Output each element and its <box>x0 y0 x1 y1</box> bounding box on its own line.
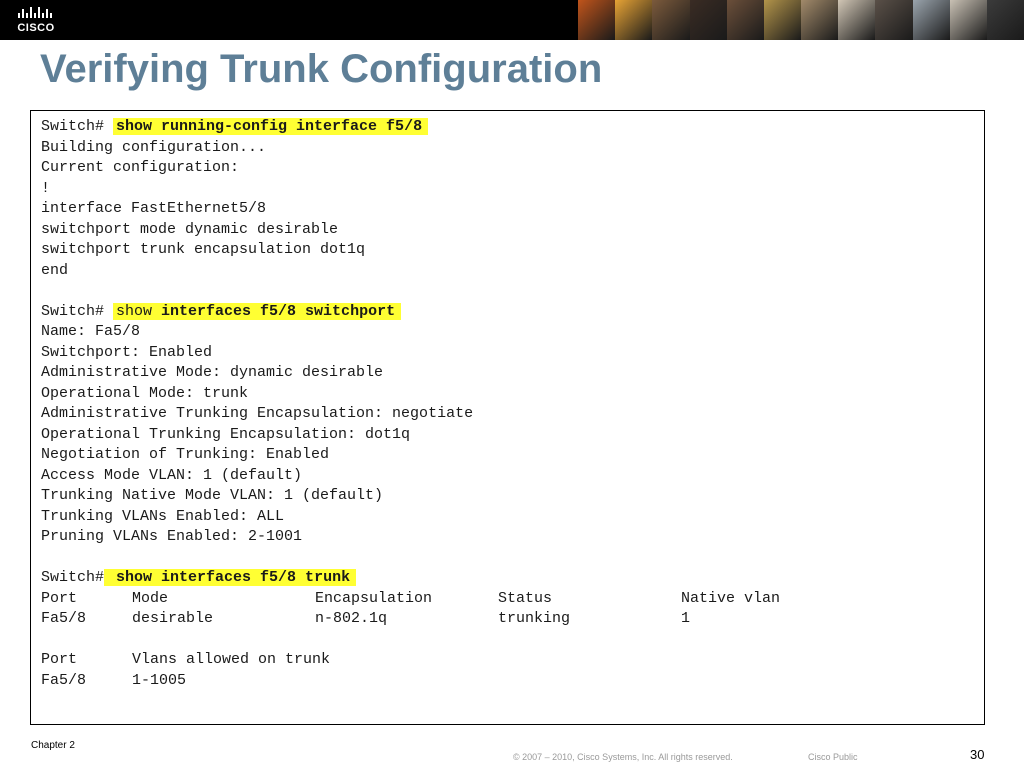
command-line <box>41 117 974 138</box>
output-line: Operational Mode: trunk <box>41 384 249 402</box>
output-line: switchport trunk encapsulation dot1q <box>41 241 366 258</box>
output-line: Administrative Trunking Encapsulation: negotiate <box>41 405 474 422</box>
highlighted-command <box>104 569 356 586</box>
output-line: ! <box>41 179 51 197</box>
column-header-encapsulation: Encapsulation <box>315 589 433 607</box>
column-header-vlans-allowed: Vlans allowed on trunk <box>132 651 331 668</box>
cisco-bridge-icon <box>12 6 60 22</box>
banner-photo <box>801 0 838 40</box>
column-header-native-vlan: Native vlan <box>681 589 781 607</box>
output-line: switchport mode dynamic desirable <box>41 220 339 238</box>
output-line: interface FastEthernet5/8 <box>41 200 267 217</box>
cli-prompt: Switch# <box>41 569 105 586</box>
banner-photo <box>838 0 875 40</box>
column-header-port: Port <box>41 651 78 668</box>
command-line <box>41 568 974 589</box>
highlighted-command: show running-config interface f5/8 <box>113 118 428 135</box>
command-text: show interfaces f5/8 trunk <box>116 569 351 586</box>
banner-photo <box>875 0 912 40</box>
output-line: Pruning VLANs Enabled: 2-1001 <box>41 528 303 545</box>
vlans-table-header <box>41 650 974 671</box>
banner-photo <box>727 0 764 40</box>
copyright-notice: © 2007 – 2010, Cisco Systems, Inc. All rights reserved. <box>513 752 733 762</box>
table-row <box>41 671 974 692</box>
command-line <box>41 302 974 323</box>
output-line: Trunking Native Mode VLAN: 1 (default) <box>41 487 384 504</box>
command-arguments: interfaces f5/8 switchport <box>152 302 396 320</box>
column-header-status: Status <box>498 589 553 607</box>
output-line: Operational Trunking Encapsulation: dot1q <box>41 425 411 443</box>
output-line: Switchport: Enabled <box>41 343 213 361</box>
header-banner <box>0 0 1024 40</box>
banner-photo <box>764 0 801 40</box>
banner-photo <box>987 0 1024 40</box>
cisco-logo <box>12 6 60 36</box>
slide-title: Verifying Trunk Configuration <box>40 47 603 91</box>
page-number: 30 <box>970 747 985 762</box>
blank-line <box>41 630 974 651</box>
banner-photo <box>690 0 727 40</box>
command-keyword: show <box>116 302 153 320</box>
output-line: Administrative Mode: dynamic desirable <box>41 364 384 381</box>
cell-port: Fa5/8 <box>41 610 87 627</box>
cell-mode: desirable <box>132 610 214 627</box>
chapter-label: Chapter 2 <box>31 740 75 751</box>
output-line: Building configuration... <box>41 138 267 156</box>
banner-photo <box>578 0 615 40</box>
terminal-output-box <box>30 110 985 725</box>
output-line: Trunking VLANs Enabled: ALL <box>41 507 285 525</box>
blank-line <box>41 548 974 569</box>
cell-encapsulation: n-802.1q <box>315 610 388 627</box>
column-header-port: Port <box>41 589 78 607</box>
cli-prompt: Switch# <box>41 302 114 320</box>
trunk-table-header <box>41 589 974 610</box>
cell-native-vlan: 1 <box>681 610 691 627</box>
output-line: Name: Fa5/8 <box>41 323 141 340</box>
highlighted-command <box>113 303 401 320</box>
classification-label: Cisco Public <box>808 752 858 762</box>
column-header-mode: Mode <box>132 589 169 607</box>
cell-port: Fa5/8 <box>41 671 87 689</box>
terminal-lines <box>41 117 974 691</box>
banner-photo <box>913 0 950 40</box>
banner-photo <box>652 0 689 40</box>
cli-prompt: Switch# <box>41 118 114 135</box>
banner-photo <box>950 0 987 40</box>
banner-photo <box>615 0 652 40</box>
output-line: Current configuration: <box>41 159 240 176</box>
output-line: end <box>41 261 69 279</box>
table-row <box>41 609 974 630</box>
cell-status: trunking <box>498 610 571 627</box>
cisco-logo-text: CISCO <box>17 22 55 34</box>
output-line: Access Mode VLAN: 1 (default) <box>41 466 303 484</box>
banner-photo-strip <box>578 0 1024 40</box>
blank-line <box>41 281 974 302</box>
cell-vlans-allowed: 1-1005 <box>132 671 187 689</box>
output-line: Negotiation of Trunking: Enabled <box>41 446 330 463</box>
